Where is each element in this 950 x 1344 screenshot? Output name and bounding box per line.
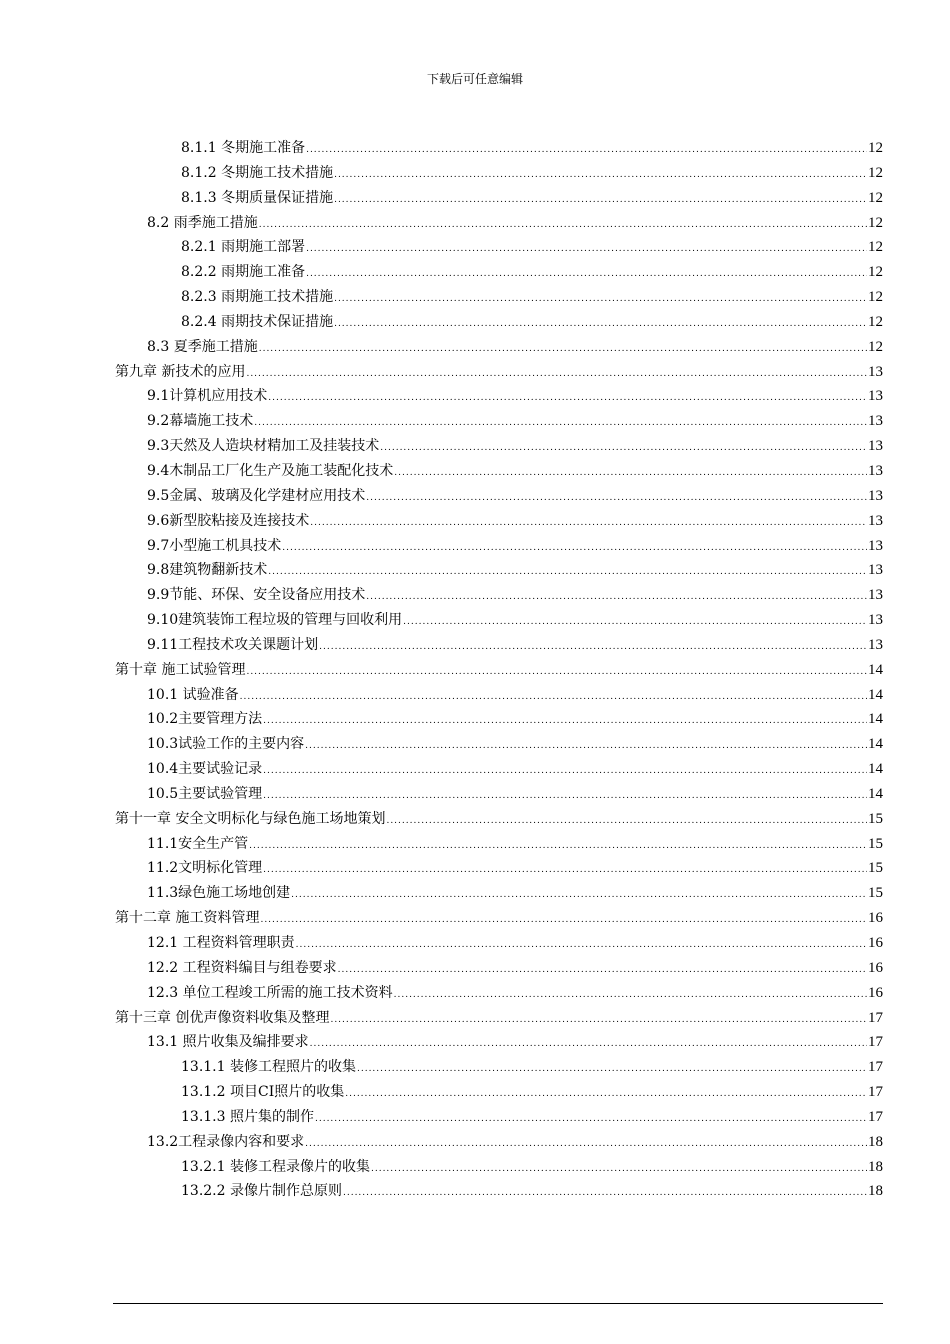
toc-entry-page-number: 12: [868, 189, 883, 206]
toc-entry-page-number: 15: [868, 835, 883, 852]
toc-entry[interactable]: [115, 384, 883, 409]
toc-entry-page-number: 14: [868, 661, 883, 678]
toc-entry-page-number: 14: [868, 736, 883, 753]
toc-entry[interactable]: [115, 1055, 883, 1080]
toc-leader-dots: [268, 386, 867, 411]
toc-entry-page-number: 16: [868, 959, 883, 976]
toc-entry-title: 9.11工程技术攻关课题计划: [147, 636, 319, 653]
toc-entry-page-number: 15: [868, 860, 883, 877]
toc-leader-dots: [259, 337, 867, 362]
toc-leader-dots: [259, 213, 867, 238]
toc-entry-title: 10.1 试验准备: [147, 686, 239, 703]
toc-leader-dots: [263, 759, 867, 784]
toc-entry-page-number: 17: [868, 1108, 883, 1125]
toc-entry-title: 8.1.1 冬期施工准备: [181, 140, 306, 156]
toc-entry[interactable]: [115, 683, 883, 708]
toc-entry[interactable]: [115, 981, 883, 1006]
toc-leader-dots: [263, 858, 867, 883]
toc-entry-page-number: 13: [868, 438, 883, 455]
toc-entry-page-number: 15: [868, 810, 883, 827]
toc-entry-title: 10.5主要试验管理: [147, 785, 263, 802]
toc-leader-dots: [305, 734, 867, 759]
toc-entry-title: 13.1 照片收集及编排要求: [147, 1034, 309, 1051]
toc-entry[interactable]: [115, 409, 883, 434]
toc-entry-title: 10.2主要管理方法: [147, 711, 263, 728]
toc-leader-dots: [345, 1082, 867, 1107]
toc-leader-dots: [291, 883, 867, 908]
toc-entry-page-number: 16: [868, 910, 883, 927]
toc-leader-dots: [263, 709, 867, 734]
toc-entry-page-number: 13: [868, 587, 883, 604]
toc-entry-page-number: 12: [868, 214, 883, 231]
toc-leader-dots: [249, 834, 867, 859]
toc-entry-title: 第十章 施工试验管理: [115, 661, 246, 678]
toc-entry-title: 11.3绿色施工场地创建: [147, 885, 291, 902]
toc-leader-dots: [260, 908, 867, 933]
toc-leader-dots: [394, 461, 867, 486]
toc-entry-title: 9.9节能、环保、安全设备应用技术: [147, 587, 366, 604]
toc-entry-title: 9.3天然及人造块材精加工及挂装技术: [147, 438, 380, 455]
toc-leader-dots: [315, 1107, 867, 1132]
toc-entry[interactable]: [115, 658, 883, 683]
toc-leader-dots: [254, 411, 867, 436]
toc-leader-dots: [366, 585, 867, 610]
toc-entry[interactable]: [115, 732, 883, 757]
toc-entry-title: 13.2.2 录像片制作总原则: [181, 1183, 342, 1200]
toc-entry-title: 9.8建筑物翻新技术: [147, 562, 268, 579]
toc-entry-page-number: 12: [868, 264, 883, 281]
toc-entry-title: 9.5金属、玻璃及化学建材应用技术: [147, 487, 366, 504]
toc-entry-page-number: 13: [868, 512, 883, 529]
toc-leader-dots: [394, 983, 867, 1008]
toc-entry-page-number: 13: [868, 487, 883, 504]
toc-entry-title: 8.2.3 雨期施工技术措施: [181, 289, 334, 306]
toc-entry-title: 9.2幕墙施工技术: [147, 413, 254, 430]
toc-entry-page-number: 12: [868, 140, 883, 156]
toc-entry[interactable]: [115, 906, 883, 931]
toc-entry-title: 13.2工程录像内容和要求: [147, 1133, 305, 1150]
toc-entry[interactable]: [115, 832, 883, 857]
toc-entry[interactable]: [115, 335, 883, 360]
toc-entry-title: 8.1.3 冬期质量保证措施: [181, 189, 334, 206]
toc-entry[interactable]: [115, 1080, 883, 1105]
toc-entry-page-number: 12: [868, 313, 883, 330]
toc-entry[interactable]: [115, 956, 883, 981]
toc-entry[interactable]: [115, 807, 883, 832]
toc-entry[interactable]: [115, 856, 883, 881]
toc-leader-dots: [306, 237, 867, 262]
toc-entry-title: 9.6新型胶粘接及连接技术: [147, 512, 310, 529]
table-of-contents: [115, 136, 883, 1204]
toc-entry-page-number: 14: [868, 686, 883, 703]
toc-entry[interactable]: [115, 881, 883, 906]
toc-entry-title: 13.1.1 装修工程照片的收集: [181, 1059, 356, 1076]
toc-entry[interactable]: [115, 186, 883, 211]
toc-leader-dots: [334, 163, 867, 188]
toc-leader-dots: [306, 262, 867, 287]
toc-entry[interactable]: [115, 1006, 883, 1031]
toc-entry-title: 9.7小型施工机具技术: [147, 537, 282, 554]
toc-leader-dots: [330, 1008, 867, 1033]
toc-leader-dots: [334, 287, 867, 312]
toc-leader-dots: [246, 660, 867, 685]
toc-entry-page-number: 17: [868, 1084, 883, 1101]
toc-entry[interactable]: [115, 558, 883, 583]
toc-entry-title: 8.2.1 雨期施工部署: [181, 239, 306, 256]
toc-entry-page-number: 14: [868, 761, 883, 778]
toc-entry-title: 11.1安全生产管: [147, 835, 249, 852]
toc-entry-page-number: 14: [868, 785, 883, 802]
toc-entry[interactable]: [115, 1155, 883, 1180]
toc-entry[interactable]: [115, 285, 883, 310]
toc-entry-title: 8.3 夏季施工措施: [147, 338, 258, 355]
toc-entry-page-number: 13: [868, 462, 883, 479]
toc-entry-page-number: 14: [868, 711, 883, 728]
toc-entry-page-number: 12: [868, 338, 883, 355]
toc-entry-title: 第十一章 安全文明标化与绿色施工场地策划: [115, 810, 386, 827]
toc-entry-page-number: 13: [868, 363, 883, 380]
toc-leader-dots: [343, 1181, 867, 1206]
toc-entry-title: 第十三章 创优声像资料收集及整理: [115, 1009, 330, 1026]
toc-leader-dots: [380, 436, 867, 461]
toc-leader-dots: [319, 635, 867, 660]
toc-entry-title: 9.1计算机应用技术: [147, 388, 268, 405]
toc-entry-title: 8.1.2 冬期施工技术措施: [181, 164, 334, 181]
toc-leader-dots: [357, 1057, 867, 1082]
toc-entry-title: 8.2 雨季施工措施: [147, 214, 258, 231]
toc-leader-dots: [386, 809, 867, 834]
toc-entry-page-number: 12: [868, 164, 883, 181]
toc-entry-page-number: 13: [868, 537, 883, 554]
toc-leader-dots: [310, 511, 867, 536]
toc-entry-title: 8.2.4 雨期技术保证措施: [181, 313, 334, 330]
toc-entry[interactable]: [115, 782, 883, 807]
toc-entry-page-number: 13: [868, 612, 883, 629]
toc-leader-dots: [296, 933, 867, 958]
toc-entry[interactable]: [115, 534, 883, 559]
toc-entry[interactable]: [115, 608, 883, 633]
toc-entry-page-number: 15: [868, 885, 883, 902]
toc-entry-page-number: 18: [868, 1158, 883, 1175]
toc-entry[interactable]: [115, 211, 883, 236]
toc-entry-page-number: 17: [868, 1034, 883, 1051]
toc-entry-title: 10.4主要试验记录: [147, 761, 263, 778]
toc-entry-title: 第十二章 施工资料管理: [115, 910, 260, 927]
toc-entry[interactable]: [115, 633, 883, 658]
toc-entry[interactable]: [115, 757, 883, 782]
toc-entry[interactable]: [115, 1030, 883, 1055]
toc-entry-title: 8.2.2 雨期施工准备: [181, 264, 306, 281]
toc-entry[interactable]: [115, 509, 883, 534]
toc-entry-page-number: 12: [868, 289, 883, 306]
toc-leader-dots: [240, 685, 867, 710]
toc-entry-title: 12.3 单位工程竣工所需的施工技术资料: [147, 984, 393, 1001]
toc-leader-dots: [246, 362, 867, 387]
page-header: 下载后可任意编辑: [426, 72, 523, 86]
toc-entry[interactable]: [115, 1179, 883, 1204]
toc-entry-title: 13.2.1 装修工程录像片的收集: [181, 1158, 370, 1175]
toc-entry-page-number: 12: [868, 239, 883, 256]
toc-leader-dots: [366, 486, 867, 511]
toc-leader-dots: [334, 312, 867, 337]
toc-entry-page-number: 13: [868, 388, 883, 405]
toc-entry[interactable]: [115, 310, 883, 335]
toc-entry-page-number: 17: [868, 1059, 883, 1076]
toc-entry-page-number: 18: [868, 1133, 883, 1150]
toc-leader-dots: [268, 560, 867, 585]
toc-entry-title: 第九章 新技术的应用: [115, 363, 246, 380]
toc-entry-title: 13.1.2 项目CI照片的收集: [181, 1084, 345, 1101]
toc-leader-dots: [371, 1157, 867, 1182]
toc-entry-page-number: 13: [868, 562, 883, 579]
toc-entry[interactable]: [115, 459, 883, 484]
toc-entry[interactable]: [115, 360, 883, 385]
toc-leader-dots: [403, 610, 867, 635]
toc-entry[interactable]: [115, 136, 883, 161]
toc-entry[interactable]: [115, 583, 883, 608]
toc-entry[interactable]: [115, 161, 883, 186]
toc-entry[interactable]: [115, 707, 883, 732]
toc-leader-dots: [334, 188, 867, 213]
toc-entry-page-number: 13: [868, 413, 883, 430]
toc-leader-dots: [306, 138, 867, 163]
toc-entry-page-number: 13: [868, 636, 883, 653]
toc-entry[interactable]: [115, 1105, 883, 1130]
toc-entry[interactable]: [115, 260, 883, 285]
toc-entry[interactable]: [115, 1130, 883, 1155]
toc-entry-page-number: 17: [868, 1009, 883, 1026]
toc-entry-title: 12.2 工程资料编目与组卷要求: [147, 959, 337, 976]
toc-entry[interactable]: [115, 434, 883, 459]
toc-leader-dots: [310, 1032, 867, 1057]
toc-entry[interactable]: [115, 931, 883, 956]
toc-entry[interactable]: [115, 235, 883, 260]
toc-entry-title: 9.10建筑装饰工程垃圾的管理与回收利用: [147, 612, 403, 629]
toc-entry-page-number: 18: [868, 1183, 883, 1200]
toc-entry-title: 11.2文明标化管理: [147, 860, 263, 877]
toc-leader-dots: [263, 784, 867, 809]
toc-entry-title: 10.3试验工作的主要内容: [147, 736, 305, 753]
footer-divider: [113, 1303, 883, 1304]
toc-entry-title: 9.4木制品工厂化生产及施工装配化技术: [147, 462, 394, 479]
toc-entry[interactable]: [115, 484, 883, 509]
toc-entry-page-number: 16: [868, 984, 883, 1001]
toc-entry-page-number: 16: [868, 935, 883, 951]
toc-entry-title: 12.1 工程资料管理职责: [147, 935, 295, 951]
toc-leader-dots: [338, 958, 867, 983]
toc-entry-title: 13.1.3 照片集的制作: [181, 1108, 314, 1125]
toc-leader-dots: [305, 1132, 867, 1157]
toc-leader-dots: [282, 536, 867, 561]
